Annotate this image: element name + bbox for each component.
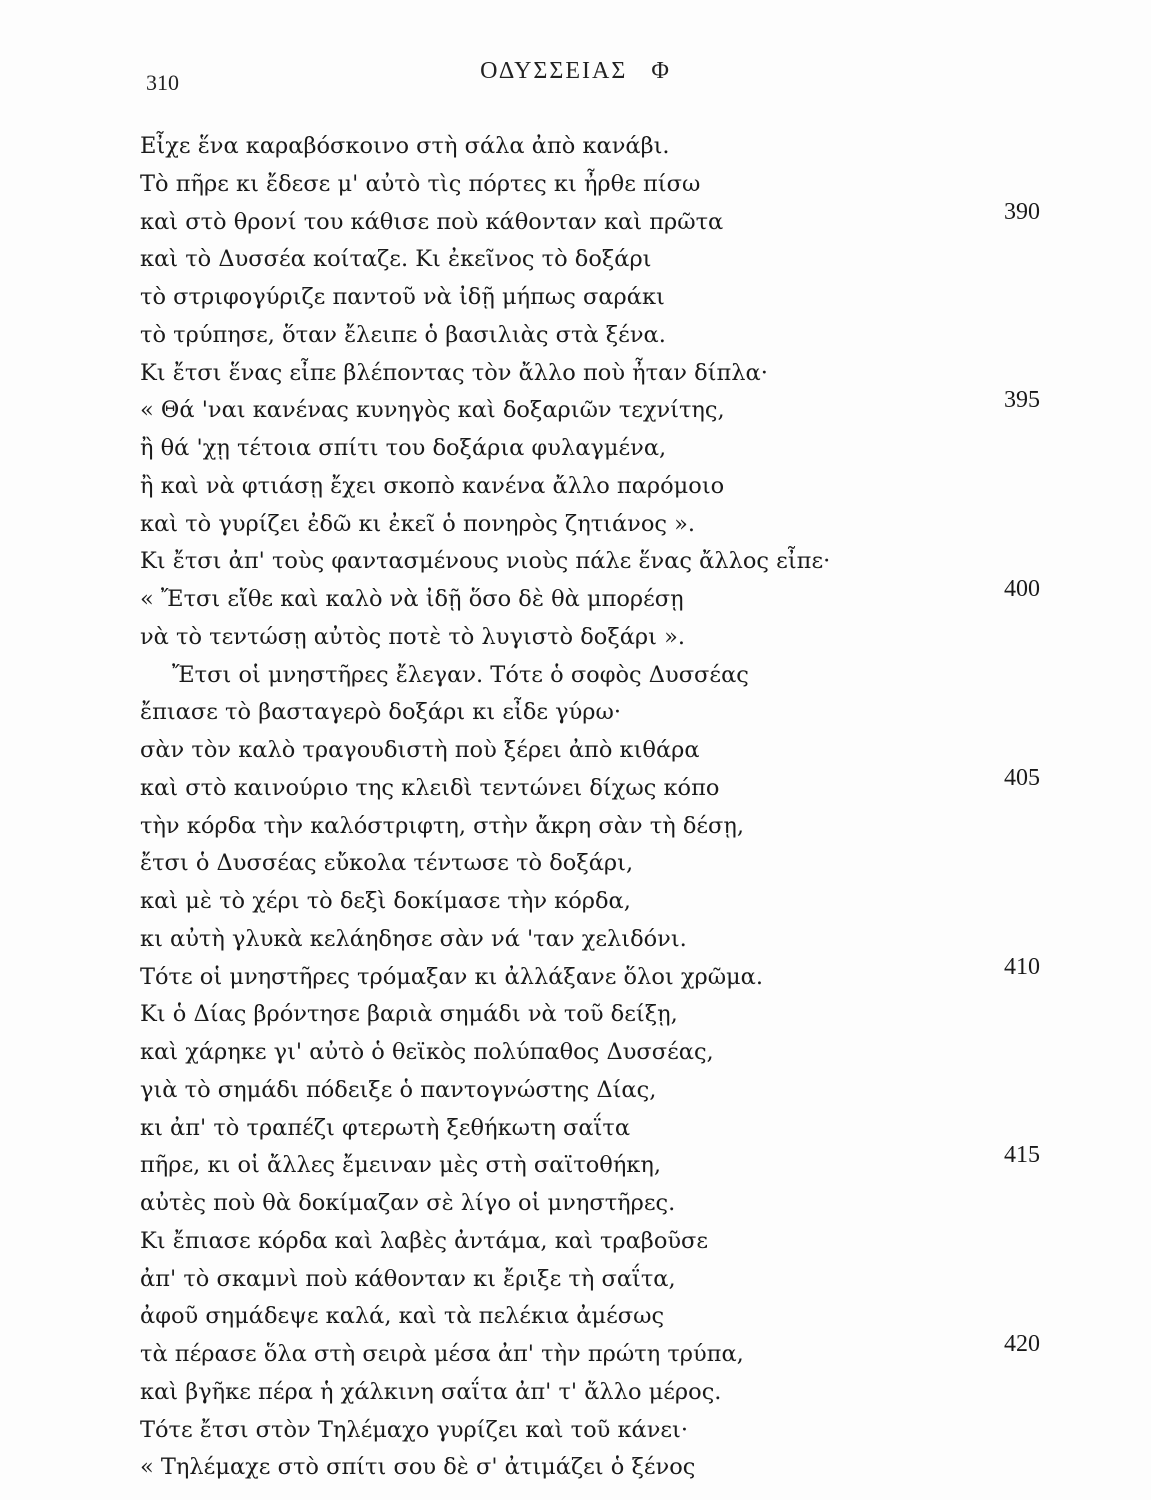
verse-line <box>140 166 1040 204</box>
verse-text: Κι ἔτσι ἕνας εἶπε βλέποντας τὸν ἄλλο ποὺ ἦταν δίπλα· <box>140 359 768 386</box>
verse-text: Κι ἔτσι ἀπ' τοὺς φαντασμένους νιοὺς πάλε ἕνας ἄλλος εἶπε· <box>140 548 831 575</box>
verse-text: καὶ τὸ Δυσσέα κοίταζε. Κι ἐκεῖνος τὸ δοξάρι <box>140 246 652 273</box>
verse-line <box>140 241 1040 279</box>
verse-line <box>140 808 1040 846</box>
line-number: 395 <box>1004 387 1040 414</box>
page-number: 310 <box>146 70 179 95</box>
line-number: 415 <box>1004 1142 1040 1169</box>
verse-text: Κι ὁ Δίας βρόντησε βαριὰ σημάδι νὰ τοῦ δείξῃ, <box>140 1001 678 1028</box>
verse-text: καὶ χάρηκε γι' αὐτὸ ὁ θεϊκὸς πολύπαθος Δυσσέας, <box>140 1039 714 1065</box>
verse-line <box>140 732 1040 770</box>
verse-text: κι αὐτὴ γλυκὰ κελάηδησε σὰν νά 'ταν χελιδόνι. <box>140 925 687 952</box>
verse-text: ἔπιασε τὸ βασταγερὸ δοξάρι κι εἶδε γύρω· <box>140 699 622 726</box>
verse-text: σὰν τὸν καλὸ τραγουδιστὴ ποὺ ξέρει ἀπὸ κιθάρα <box>140 737 700 763</box>
verse-line <box>140 543 1040 581</box>
verse-text: « Θά 'ναι κανένας κυνηγὸς καὶ δοξαριῶν τεχνίτης, <box>140 397 725 424</box>
verse-text: ἔτσι ὁ Δυσσέας εὔκολα τέντωσε τὸ δοξάρι, <box>140 850 634 877</box>
verse-text: καὶ βγῆκε πέρα ἡ χάλκινη σαΐτα ἀπ' τ' ἄλλο μέρος. <box>140 1378 722 1405</box>
verse-line <box>140 883 1040 921</box>
verse-text: ἀπ' τὸ σκαμνὶ ποὺ κάθονταν κι ἔριξε τὴ σαΐτα, <box>140 1265 676 1292</box>
verse-text: Εἶχε ἕνα καραβόσκοινο στὴ σάλα ἀπὸ κανάβι. <box>140 133 670 159</box>
verse-line <box>140 657 1040 695</box>
verse-line <box>140 845 1040 883</box>
verse-line <box>140 468 1040 506</box>
verse-text: ἢ θά 'χῃ τέτοια σπίτι του δοξάρια φυλαγμένα, <box>140 435 667 461</box>
book-title: ΟΔΥΣΣΕΙΑΣ <box>480 58 628 84</box>
verse-line <box>140 1223 1040 1261</box>
verse-text: ἢ καὶ νὰ φτιάσῃ ἔχει σκοπὸ κανένα ἄλλο παρόμοιο <box>140 472 725 499</box>
verse-line <box>140 128 1040 166</box>
verse-text: τὸ τρύπησε, ὅταν ἔλειπε ὁ βασιλιὰς στὰ ξένα. <box>140 321 666 348</box>
verse-text: κι ἀπ' τὸ τραπέζι φτερωτὴ ξεθήκωτη σαΐτα <box>140 1114 631 1141</box>
verse-line <box>140 355 1040 393</box>
verse-line <box>140 1110 1040 1148</box>
running-head <box>0 58 1151 85</box>
verse-line <box>140 506 1040 544</box>
book-letter: Φ <box>651 58 671 84</box>
verse-text: Ἔτσι οἱ μνηστῆρες ἔλεγαν. Τότε ὁ σοφὸς Δυσσέας <box>172 661 749 688</box>
verse-line <box>140 198 1040 242</box>
verse-line <box>140 279 1040 317</box>
verse-line <box>140 953 1040 997</box>
verse-text: Τὸ πῆρε κι ἔδεσε μ' αὐτὸ τὶς πόρτες κι ἦρθε πίσω <box>140 170 701 197</box>
verse-line <box>140 694 1040 732</box>
verse-line <box>140 1034 1040 1072</box>
line-number: 400 <box>1004 576 1040 602</box>
verse-line <box>140 1261 1040 1299</box>
verse-list <box>140 128 1040 1487</box>
verse-text: Τότε οἱ μνηστῆρες τρόμαξαν κι ἀλλάξανε ὅλοι χρῶμα. <box>140 963 764 990</box>
verse-line <box>140 619 1040 657</box>
verse-text: αὐτὲς ποὺ θὰ δοκίμαζαν σὲ λίγο οἱ μνηστῆρες. <box>140 1190 676 1216</box>
verse-line <box>140 1449 1040 1487</box>
verse-line <box>140 764 1040 808</box>
verse-text: « Ἔτσι εἴθε καὶ καλὸ νὰ ἰδῇ ὅσο δὲ θὰ μπορέσῃ <box>140 586 684 612</box>
verse-text: Τότε ἔτσι στὸν Τηλέμαχο γυρίζει καὶ τοῦ κάνει· <box>140 1416 689 1443</box>
verse-text: πῆρε, κι οἱ ἄλλες ἔμειναν μὲς στὴ σαϊτοθήκη, <box>140 1152 661 1179</box>
verse-text: καὶ τὸ γυρίζει ἐδῶ κι ἐκεῖ ὁ πονηρὸς ζητιάνος ». <box>140 510 696 537</box>
verse-line <box>140 387 1040 430</box>
verse-text: Κι ἔπιασε κόρδα καὶ λαβὲς ἀντάμα, καὶ τραβοῦσε <box>140 1227 709 1254</box>
verse-line <box>140 1412 1040 1450</box>
verse-line <box>140 921 1040 959</box>
verse-text: τὸ στριφογύριζε παντοῦ νὰ ἰδῇ μήπως σαράκι <box>140 284 665 310</box>
line-number: 390 <box>1004 198 1040 225</box>
line-number: 420 <box>1004 1331 1040 1357</box>
verse-text: ἀφοῦ σημάδεψε καλά, καὶ τὰ πελέκια ἀμέσως <box>140 1303 665 1330</box>
verse-line <box>140 430 1040 468</box>
verse-text: καὶ μὲ τὸ χέρι τὸ δεξὶ δοκίμασε τὴν κόρδα, <box>140 888 631 914</box>
line-number: 405 <box>1004 764 1040 791</box>
verse-line <box>140 1072 1040 1110</box>
verse-line <box>140 317 1040 355</box>
verse-text: τὰ πέρασε ὅλα στὴ σειρὰ μέσα ἀπ' τὴν πρώτη τρύπα, <box>140 1341 744 1367</box>
verse-line <box>140 1142 1040 1185</box>
verse-line <box>140 1374 1040 1412</box>
verse-text: γιὰ τὸ σημάδι πόδειξε ὁ παντογνώστης Δίας, <box>140 1076 657 1103</box>
verse-text: « Τηλέμαχε στὸ σπίτι σου δὲ σ' ἀτιμάζει ὁ ξένος <box>140 1454 696 1481</box>
verse-text: τὴν κόρδα τὴν καλόστριφτη, στὴν ἄκρη σὰν τὴ δέσῃ, <box>140 812 745 839</box>
verse-text: καὶ στὸ θρονί του κάθισε ποὺ κάθονταν καὶ πρῶτα <box>140 208 724 235</box>
verse-line <box>140 996 1040 1034</box>
verse-line <box>140 1298 1040 1336</box>
verse-line <box>140 1331 1040 1374</box>
line-number: 410 <box>1004 953 1040 980</box>
verse-line <box>140 1185 1040 1223</box>
verse-line <box>140 576 1040 619</box>
verse-text: νὰ τὸ τεντώσῃ αὐτὸς ποτὲ τὸ λυγιστὸ δοξάρι ». <box>140 623 686 650</box>
verse-text: καὶ στὸ καινούριο της κλειδὶ τεντώνει δίχως κόπο <box>140 774 720 801</box>
